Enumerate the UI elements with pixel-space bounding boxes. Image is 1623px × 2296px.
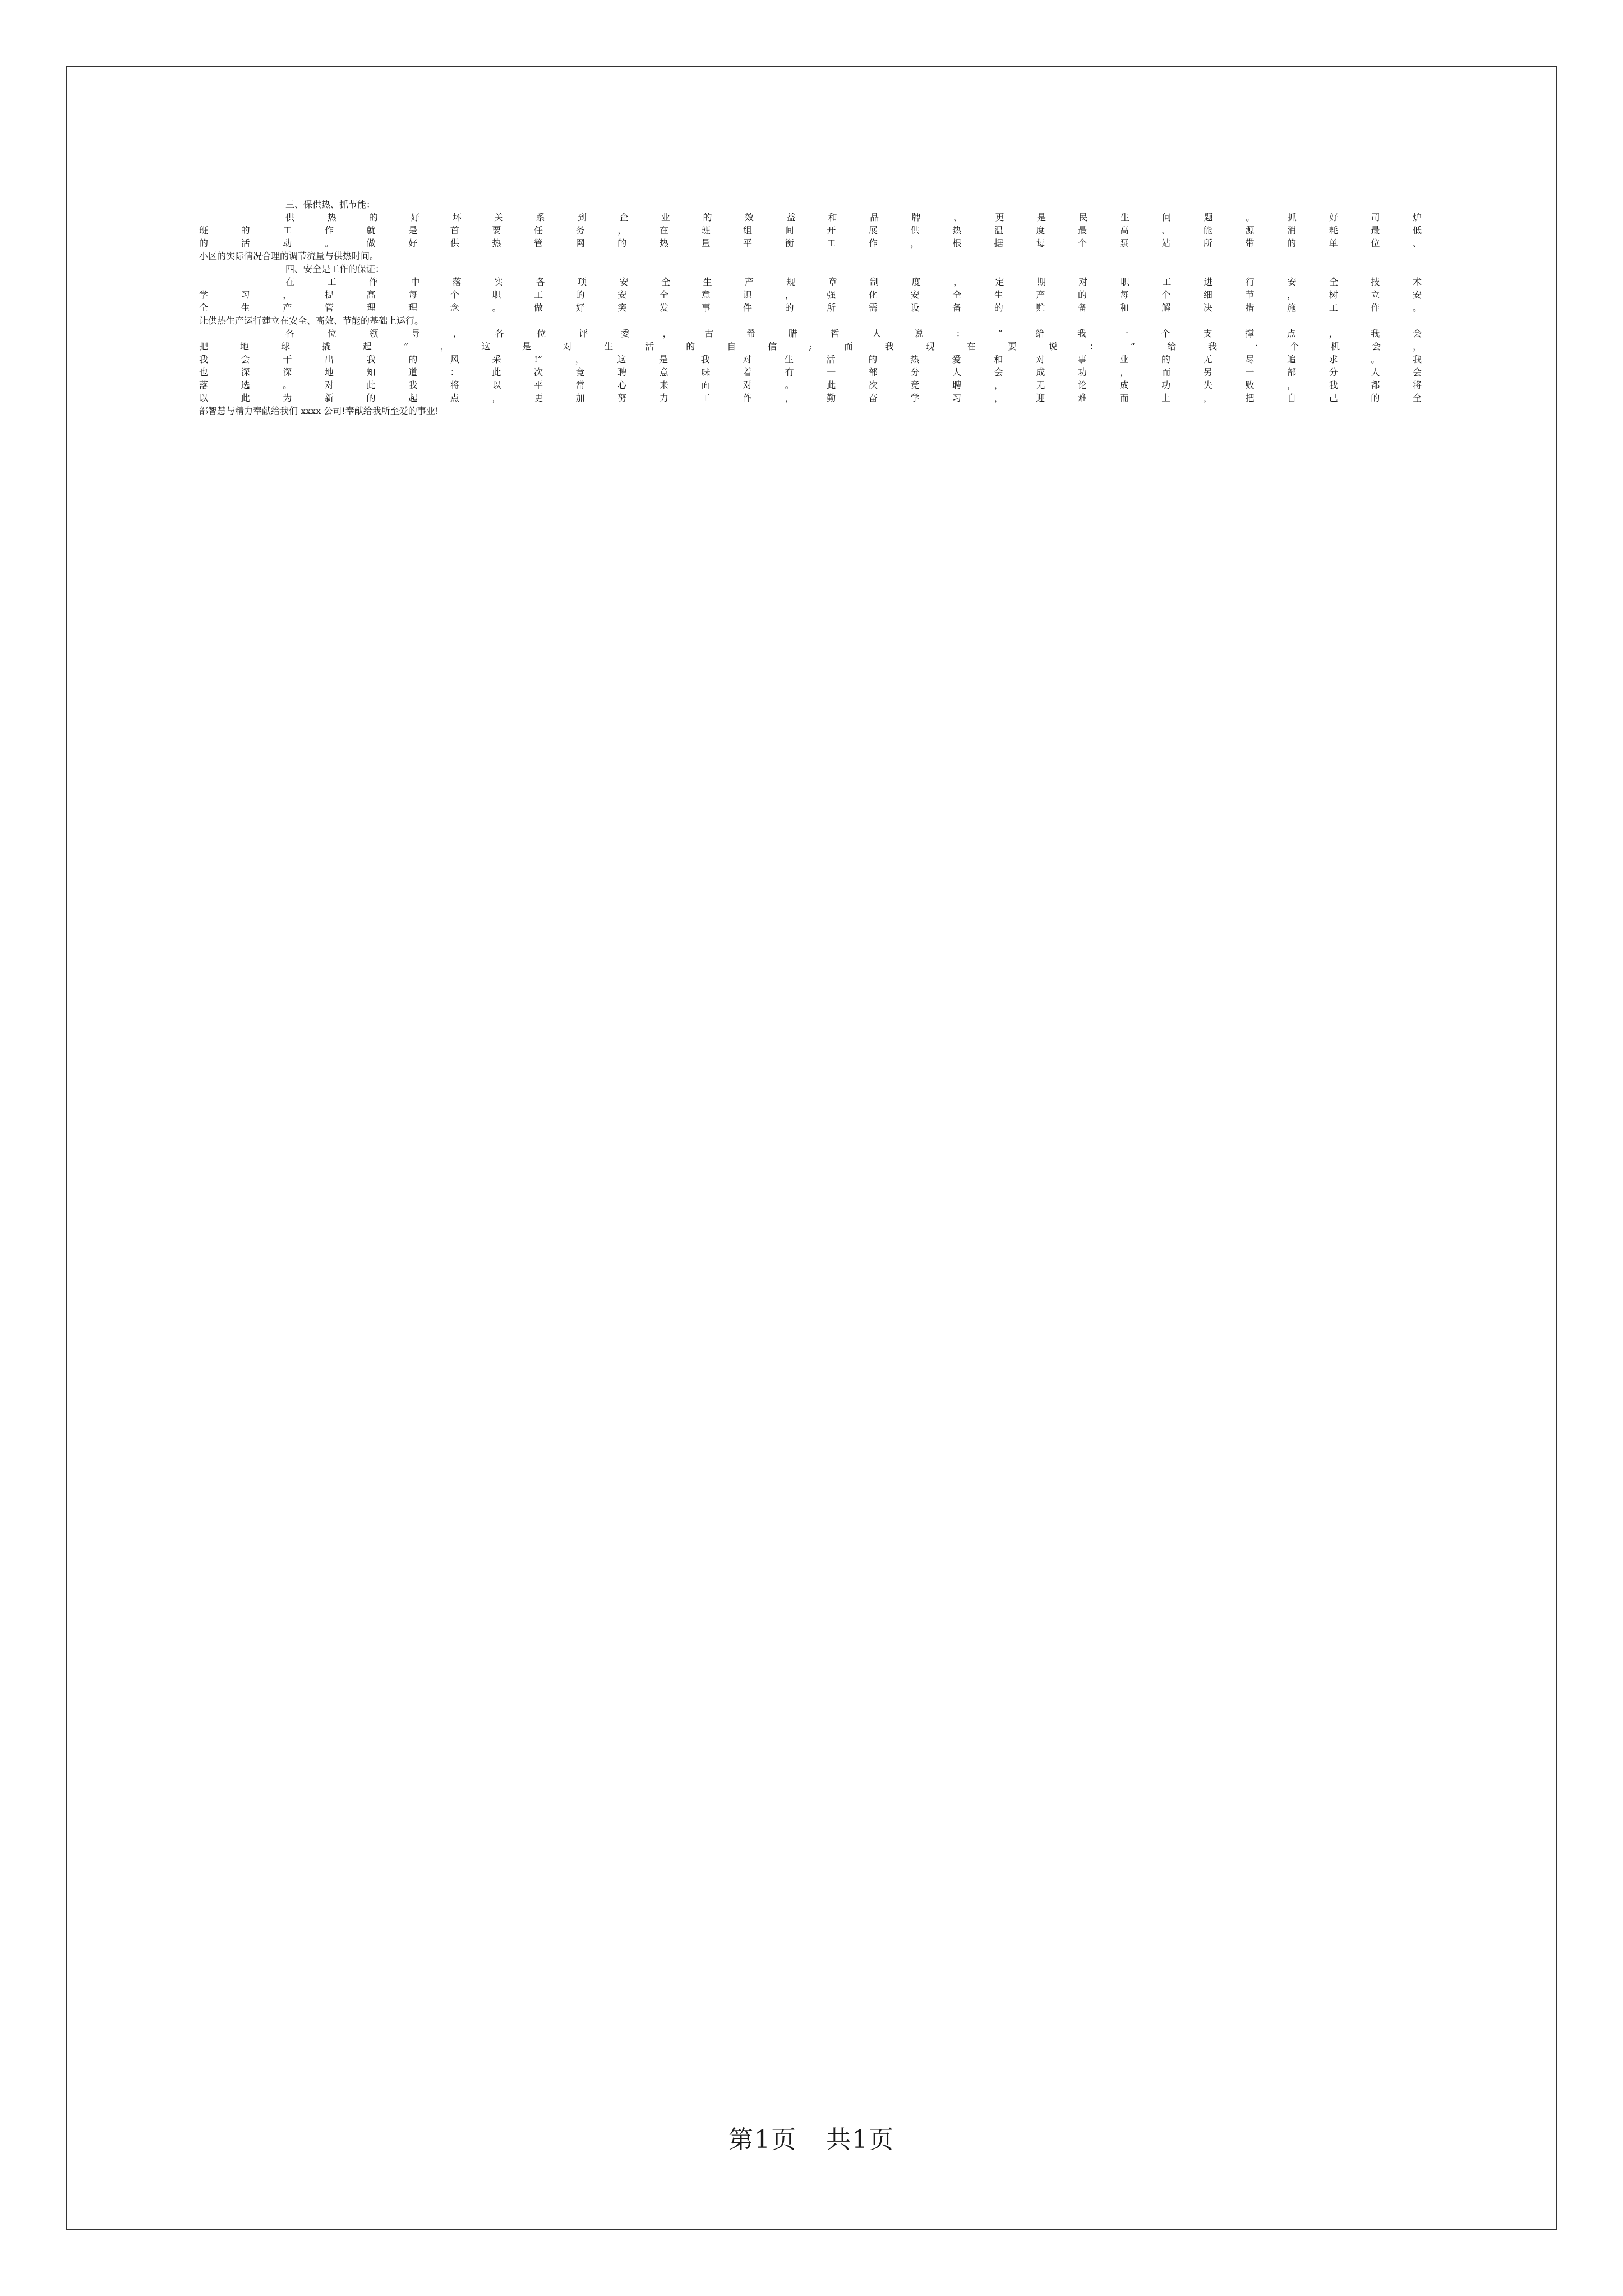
text-line: 供热的好坏关系到企业的效益和品牌、更是民生问题。抓好司炉	[285, 212, 1422, 223]
text-line: 全生产管理理念。做好突发事件的所需设备的贮备和解决措施工作。	[199, 302, 1422, 313]
page-footer	[0, 2119, 1623, 2155]
section-heading-4	[199, 262, 1422, 275]
text-line: 部智慧与精力奉献给我们 xxxx 公司!奉献给我所至爱的事业!	[199, 406, 439, 416]
document-body	[199, 197, 1422, 417]
text-line: 我会干出我的风采!”，这是我对生活的热爱和对事业的无尽追求。我	[199, 354, 1422, 365]
page-total: 共1页	[826, 2125, 895, 2154]
text-line: 在工作中落实各项安全生产规章制度，定期对职工进行安全技术	[285, 277, 1422, 287]
section-heading-3	[199, 197, 1422, 210]
text-line: 各位领导，各位评委，古希腊哲人说：“给我一个支撑点，我会	[285, 328, 1422, 339]
text-line: 的活动。做好供热管网的热量平衡工作，根据每个泵站所带的单位、	[199, 238, 1422, 249]
paragraph-safety	[199, 275, 1422, 326]
text-line: 落选。对此我将以平常心来面对。此次竞聘，无论成功失败，我都将	[199, 380, 1422, 390]
text-line: 班的工作就是首要任务，在班组间开展供热温度最高、能源消耗最低	[199, 225, 1422, 236]
paragraph-closing	[199, 326, 1422, 417]
text-line: 学习，提高每个职工的安全意识，强化安全生产的每个细节，树立安	[199, 289, 1422, 300]
text-line: 也深深地知道：此次竞聘意味着有一部分人会成功，而另一部分人会	[199, 367, 1422, 378]
text-line: 四、安全是工作的保证：	[285, 264, 385, 274]
text-line: 三、保供热、抓节能：	[285, 199, 376, 210]
text-line: 让供热生产运行建立在安全、高效、节能的基础上运行。	[199, 315, 424, 326]
text-line: 把地球撬起”，这是对生活的自信;而我现在要说：“给我一个机会，	[199, 341, 1422, 352]
page-number: 第1页	[728, 2125, 797, 2154]
text-line: 小区的实际情况合理的调节流量与供热时间。	[199, 251, 379, 261]
paragraph-heating	[199, 210, 1422, 262]
text-line: 以此为新的起点，更加努力工作，勤奋学习，迎难而上，把自己的全	[199, 393, 1422, 403]
